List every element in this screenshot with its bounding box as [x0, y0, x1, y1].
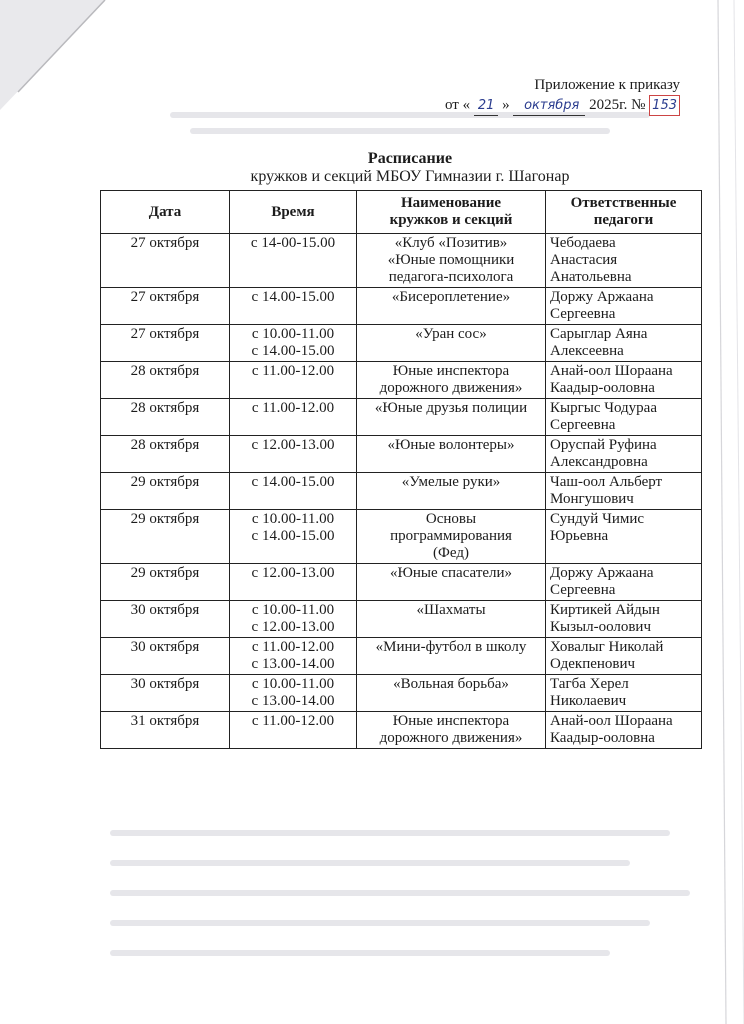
cell-time-line: с 14.00-15.00	[251, 528, 335, 544]
cell-time-line: с 10.00-11.00	[251, 676, 335, 692]
cell-club-name-line: «Клуб «Позитив»	[394, 235, 508, 251]
cell-teacher-line: Николаевич	[550, 693, 627, 709]
cell-club-name	[357, 712, 546, 749]
cell-club-name	[357, 675, 546, 712]
bleed-through-line	[110, 890, 690, 896]
table-row	[101, 712, 702, 749]
cell-club-name	[357, 638, 546, 675]
cell-date: 28 октября	[101, 436, 230, 473]
header-teacher	[546, 191, 702, 234]
cell-club-name	[357, 234, 546, 288]
bleed-through-line	[110, 950, 610, 956]
cell-teacher-line: Сергеевна	[550, 306, 616, 322]
cell-club-name-line: Основы	[425, 511, 477, 527]
cell-teacher-line: Анастасия	[550, 252, 618, 268]
table-row	[101, 601, 702, 638]
cell-teacher	[546, 325, 702, 362]
cell-date: 30 октября	[101, 675, 230, 712]
annex-year: 2025г. №	[589, 97, 646, 113]
cell-teacher	[546, 436, 702, 473]
bleed-through-line	[110, 860, 630, 866]
cell-club-name-line: программирования	[390, 528, 512, 544]
cell-time-line: с 10.00-11.00	[251, 511, 335, 527]
cell-teacher-line: Анай-оол Шораана	[550, 713, 673, 729]
cell-club-name-line: «Бисероплетение»	[391, 289, 511, 305]
cell-teacher-line: Сундуй Чимис	[550, 511, 645, 527]
cell-club-name-line: «Юные волонтеры»	[387, 437, 515, 453]
cell-club-name-line: «Юные друзья полиции	[374, 400, 528, 416]
cell-teacher-line: Доржу Аржаана	[550, 565, 654, 581]
cell-time-line: с 11.00-12.00	[251, 713, 335, 729]
bleed-through-line	[110, 920, 650, 926]
cell-club-name-line: Юные инспектора	[392, 363, 510, 379]
cell-time-line: с 11.00-12.00	[251, 363, 335, 379]
cell-teacher-line: Каадыр-ооловна	[550, 380, 655, 396]
cell-club-name	[357, 325, 546, 362]
cell-club-name-line: «Шахматы	[416, 602, 486, 618]
cell-time	[230, 325, 357, 362]
cell-club-name-line: (Фед)	[433, 545, 469, 561]
annex-date-line	[440, 95, 680, 116]
cell-time-line: с 11.00-12.00	[251, 400, 335, 416]
cell-teacher	[546, 712, 702, 749]
cell-teacher-line: Кызыл-оолович	[550, 619, 652, 635]
cell-time	[230, 288, 357, 325]
cell-time	[230, 601, 357, 638]
header-teacher-line: Ответственные	[570, 195, 677, 211]
cell-teacher-line: Кыргыс Чодураа	[550, 400, 657, 416]
cell-teacher-line: Юрьевна	[550, 528, 609, 544]
table-row	[101, 638, 702, 675]
cell-date: 28 октября	[101, 399, 230, 436]
cell-teacher-line: Анай-оол Шораана	[550, 363, 673, 379]
cell-time-line: с 10.00-11.00	[251, 326, 335, 342]
table-row	[101, 675, 702, 712]
header-time: Время	[230, 191, 357, 234]
cell-date: 27 октября	[101, 288, 230, 325]
cell-teacher-line: Тагба Херел	[550, 676, 629, 692]
cell-teacher-line: Одекпенович	[550, 656, 636, 672]
bleed-through-line	[190, 128, 610, 134]
table-row	[101, 325, 702, 362]
cell-teacher-line: Каадыр-ооловна	[550, 730, 655, 746]
cell-time-line: с 12.00-13.00	[251, 437, 335, 453]
cell-teacher	[546, 399, 702, 436]
cell-date: 30 октября	[101, 638, 230, 675]
cell-club-name	[357, 601, 546, 638]
header-date: Дата	[101, 191, 230, 234]
cell-teacher	[546, 362, 702, 399]
cell-date: 31 октября	[101, 712, 230, 749]
header-name	[357, 191, 546, 234]
cell-date: 29 октября	[101, 473, 230, 510]
cell-time-line: с 12.00-13.00	[251, 565, 335, 581]
cell-date: 28 октября	[101, 362, 230, 399]
cell-time	[230, 362, 357, 399]
header-name-line: кружков и секций	[389, 212, 513, 228]
schedule-table	[100, 190, 702, 749]
cell-club-name-line: «Мини-футбол в школу	[375, 639, 527, 655]
cell-time-line: с 10.00-11.00	[251, 602, 335, 618]
cell-club-name-line: «Уран сос»	[415, 326, 487, 342]
cell-date: 30 октября	[101, 601, 230, 638]
cell-club-name-line: дорожного движения»	[379, 730, 523, 746]
cell-club-name-line: «Вольная борьба»	[393, 676, 509, 692]
annex-day: 21	[474, 96, 499, 116]
document-title: Расписание	[367, 150, 453, 167]
annex-mid: »	[502, 97, 510, 113]
table-row	[101, 234, 702, 288]
table-row	[101, 288, 702, 325]
annex-prefix: от «	[444, 97, 471, 113]
annex-month: октября	[513, 96, 585, 116]
annex-number: 153	[649, 95, 680, 116]
cell-time	[230, 675, 357, 712]
cell-time	[230, 638, 357, 675]
cell-time-line: с 14-00-15.00	[250, 235, 336, 251]
cell-time	[230, 399, 357, 436]
cell-time	[230, 234, 357, 288]
cell-club-name-line: педагога-психолога	[388, 269, 514, 285]
cell-teacher	[546, 564, 702, 601]
cell-teacher-line: Александровна	[550, 454, 648, 470]
cell-club-name	[357, 288, 546, 325]
cell-club-name-line: «Юные помощники	[387, 252, 515, 268]
cell-time-line: с 13.00-14.00	[251, 656, 335, 672]
cell-teacher-line: Сергеевна	[550, 582, 616, 598]
cell-club-name-line: «Умелые руки»	[401, 474, 501, 490]
cell-teacher	[546, 675, 702, 712]
cell-club-name-line: дорожного движения»	[379, 380, 523, 396]
cell-teacher-line: Оруспай Руфина	[550, 437, 657, 453]
header-teacher-line: педагоги	[593, 212, 654, 228]
cell-teacher	[546, 510, 702, 564]
cell-date: 29 октября	[101, 564, 230, 601]
table-row	[101, 510, 702, 564]
table-header-row	[101, 191, 702, 234]
cell-teacher-line: Ховалыг Николай	[550, 639, 664, 655]
cell-club-name	[357, 399, 546, 436]
table-row	[101, 473, 702, 510]
cell-time-line: с 14.00-15.00	[251, 343, 335, 359]
cell-teacher-line: Алексеевна	[550, 343, 624, 359]
cell-teacher-line: Сергеевна	[550, 417, 616, 433]
cell-time	[230, 436, 357, 473]
bleed-through-line	[110, 830, 670, 836]
cell-club-name	[357, 436, 546, 473]
cell-time	[230, 712, 357, 749]
table-row	[101, 564, 702, 601]
cell-club-name	[357, 510, 546, 564]
order-annex-header	[440, 76, 680, 116]
cell-club-name-line: «Юные спасатели»	[389, 565, 513, 581]
cell-teacher	[546, 601, 702, 638]
cell-teacher-line: Монгушович	[550, 491, 634, 507]
header-name-line: Наименование	[401, 195, 501, 211]
cell-time	[230, 473, 357, 510]
cell-time	[230, 564, 357, 601]
cell-club-name-line: Юные инспектора	[392, 713, 510, 729]
cell-time-line: с 13.00-14.00	[251, 693, 335, 709]
table-row	[101, 399, 702, 436]
table-row	[101, 362, 702, 399]
cell-club-name	[357, 473, 546, 510]
cell-club-name	[357, 362, 546, 399]
cell-teacher-line: Доржу Аржаана	[550, 289, 654, 305]
schedule-body	[101, 234, 702, 749]
cell-time	[230, 510, 357, 564]
cell-time-line: с 14.00-15.00	[251, 289, 335, 305]
cell-teacher	[546, 473, 702, 510]
cell-time-line: с 14.00-15.00	[251, 474, 335, 490]
cell-teacher	[546, 638, 702, 675]
cell-teacher	[546, 234, 702, 288]
cell-teacher-line: Чаш-оол Альберт	[550, 474, 663, 490]
cell-club-name	[357, 564, 546, 601]
document-subtitle: кружков и секций МБОУ Гимназии г. Шагонар	[250, 168, 570, 185]
cell-teacher	[546, 288, 702, 325]
cell-teacher-line: Чебодаева	[550, 235, 616, 251]
cell-date: 27 октября	[101, 325, 230, 362]
cell-teacher-line: Анатольевна	[550, 269, 632, 285]
cell-time-line: с 11.00-12.00	[251, 639, 335, 655]
cell-teacher-line: Сарыглар Аяна	[550, 326, 648, 342]
annex-caption: Приложение к приказу	[534, 77, 680, 93]
table-row	[101, 436, 702, 473]
cell-date: 29 октября	[101, 510, 230, 564]
cell-time-line: с 12.00-13.00	[251, 619, 335, 635]
cell-teacher-line: Киртикей Айдын	[550, 602, 660, 618]
cell-date: 27 октября	[101, 234, 230, 288]
